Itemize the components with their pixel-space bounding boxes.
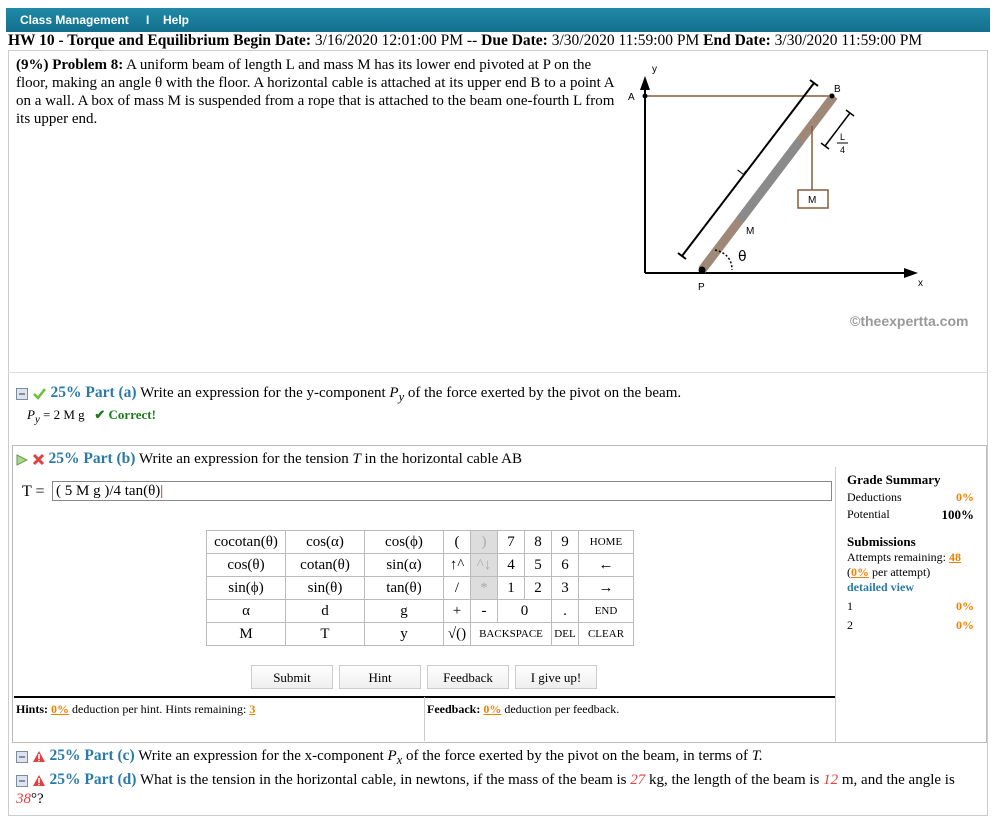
hints-feedback-vline xyxy=(424,697,425,741)
grade-summary xyxy=(847,472,974,523)
hint-button[interactable]: Hint xyxy=(339,665,421,689)
class-management-menu[interactable]: Class Management xyxy=(20,13,129,27)
problem-statement xyxy=(16,56,616,128)
point-a-label: A xyxy=(628,92,635,103)
attempts-label: Attempts remaining: xyxy=(847,550,946,564)
point-b-label: B xyxy=(834,84,841,95)
part-a-answer xyxy=(27,407,156,426)
key-cocotan-theta[interactable]: cocotan(θ) xyxy=(207,531,286,554)
part-a-answer-value: = 2 M g xyxy=(43,407,85,422)
per-attempt-text: per attempt) xyxy=(872,565,931,579)
quarter-numerator: L xyxy=(840,132,846,142)
sidebar-vline xyxy=(835,467,836,743)
part-a-answer-var: P xyxy=(27,407,35,422)
feedback-label: Feedback: xyxy=(427,702,481,716)
assignment-header xyxy=(8,32,988,50)
red-x-icon xyxy=(32,453,45,466)
begin-date: 3/16/2020 12:01:00 PM -- xyxy=(314,32,478,49)
part-c-question-pre: Write an expression for the x-component xyxy=(138,748,384,764)
part-a-header xyxy=(16,384,681,405)
part-b-header xyxy=(16,450,522,468)
per-attempt-value: 0% xyxy=(851,565,869,579)
point-a-dot xyxy=(643,94,648,99)
submission-num: 2 xyxy=(847,618,853,632)
key-7[interactable]: 7 xyxy=(498,531,525,554)
key-3[interactable]: 3 xyxy=(552,577,579,600)
collapse-icon[interactable] xyxy=(16,751,28,763)
hints-label: Hints: xyxy=(16,702,49,716)
key-minus[interactable]: - xyxy=(471,600,498,623)
x-axis-label: x xyxy=(918,278,923,289)
correct-status: ✔ Correct! xyxy=(94,407,156,422)
key-sin-theta[interactable]: sin(θ) xyxy=(286,577,365,600)
part-c-label: 25% Part (c) xyxy=(49,747,135,764)
key-superscript[interactable]: ↑^ xyxy=(444,554,471,577)
beam-diagram xyxy=(620,58,940,298)
feedback-text: deduction per feedback. xyxy=(504,702,620,716)
potential-label: Potential xyxy=(847,507,890,521)
hints-remaining: 3 xyxy=(249,702,256,716)
copyright-text: ©theexpertta.com xyxy=(850,313,969,329)
part-a-question-pre: Write an expression for the y-component xyxy=(140,385,386,401)
part-d-q3: m, and the xyxy=(841,772,905,788)
part-b-label: 25% Part (b) xyxy=(48,450,136,467)
problem-label: Problem 8: xyxy=(52,57,124,73)
key-left-arrow[interactable]: ← xyxy=(579,554,634,577)
feedback-deduction: 0% xyxy=(483,702,502,716)
key-cos-alpha[interactable]: cos(α) xyxy=(286,531,365,554)
quarter-denominator: 4 xyxy=(840,145,846,155)
beam-length-label: L xyxy=(735,165,749,178)
key-end[interactable]: END xyxy=(579,600,634,623)
submissions-panel xyxy=(847,534,974,633)
submission-row xyxy=(847,599,974,614)
key-multiply[interactable]: * xyxy=(471,577,498,600)
part-c-sub: x xyxy=(396,753,403,767)
point-p-label: P xyxy=(698,282,705,293)
quarter-dimension-line xyxy=(825,113,850,146)
feedback-info xyxy=(427,702,619,717)
key-clear[interactable]: CLEAR xyxy=(579,623,634,646)
part-c-header xyxy=(16,747,763,768)
key-cotan-theta[interactable]: cotan(θ) xyxy=(286,554,365,577)
potential-value: 100% xyxy=(941,507,974,522)
key-d[interactable]: d xyxy=(286,600,365,623)
text-caret: | xyxy=(160,483,164,499)
part-d-q5: °? xyxy=(31,791,44,807)
key-plus[interactable]: + xyxy=(444,600,471,623)
part-d-header xyxy=(16,770,981,809)
quarter-dim-tick-bottom xyxy=(821,143,829,149)
hw-title: HW 10 - Torque and Equilibrium xyxy=(8,32,230,49)
key-y[interactable]: y xyxy=(365,623,444,646)
grade-summary-title: Grade Summary xyxy=(847,472,941,487)
warning-icon xyxy=(32,750,46,763)
due-date: 3/30/2020 11:59:00 PM xyxy=(551,32,700,49)
key-tan-theta[interactable]: tan(θ) xyxy=(365,577,444,600)
detailed-view-link[interactable]: detailed view xyxy=(847,580,914,594)
beam-shade xyxy=(740,141,800,220)
collapse-icon[interactable] xyxy=(16,388,28,400)
part-c-tail: T. xyxy=(751,748,763,764)
key-backspace[interactable]: BACKSPACE xyxy=(471,623,552,646)
key-del[interactable]: DEL xyxy=(552,623,579,646)
y-axis-label: y xyxy=(652,64,657,75)
equation-keypad xyxy=(206,530,634,646)
key-9[interactable]: 9 xyxy=(552,531,579,554)
hints-feedback-divider xyxy=(14,696,836,698)
part-c-var: P xyxy=(387,748,397,764)
answer-input[interactable] xyxy=(52,481,832,501)
key-home[interactable]: HOME xyxy=(579,531,634,554)
submission-num: 1 xyxy=(847,599,853,613)
problem-weight: (9%) xyxy=(16,57,49,73)
part-a-label: 25% Part (a) xyxy=(50,384,137,401)
key-6[interactable]: 6 xyxy=(552,554,579,577)
key-cos-theta[interactable]: cos(θ) xyxy=(207,554,286,577)
part-d-q4: angle is xyxy=(908,772,955,788)
answer-input-label: T = xyxy=(22,483,45,500)
key-8[interactable]: 8 xyxy=(525,531,552,554)
theta-label: θ xyxy=(738,249,747,265)
deductions-value: 0% xyxy=(956,490,974,504)
submissions-title: Submissions xyxy=(847,534,916,549)
key-5[interactable]: 5 xyxy=(525,554,552,577)
key-open-paren[interactable]: ( xyxy=(444,531,471,554)
part-b-var: T xyxy=(352,451,361,467)
submission-value: 0% xyxy=(956,618,974,632)
box-mass-label: M xyxy=(808,195,817,206)
y-axis-arrow-icon xyxy=(640,76,650,90)
deductions-label: Deductions xyxy=(847,490,902,504)
top-menu-bar xyxy=(6,8,990,32)
end-label: End Date: xyxy=(703,32,771,49)
key-divide[interactable]: / xyxy=(444,577,471,600)
angle-value: 38 xyxy=(16,791,31,807)
part-a-answer-sub: y xyxy=(34,413,40,426)
key-sqrt[interactable]: √() xyxy=(444,623,471,646)
key-sin-alpha[interactable]: sin(α) xyxy=(365,554,444,577)
key-1[interactable]: 1 xyxy=(498,577,525,600)
play-icon[interactable] xyxy=(16,454,28,466)
beam-mass-label: M xyxy=(746,226,755,237)
part-a-question-post: of the force exerted by the pivot on the beam. xyxy=(407,385,682,401)
key-right-arrow[interactable]: → xyxy=(579,577,634,600)
key-close-paren[interactable]: ) xyxy=(471,531,498,554)
attempts-value: 48 xyxy=(948,550,961,564)
per-attempt-open: ( xyxy=(847,565,851,579)
pivot-point xyxy=(699,267,706,274)
part-d-q2: kg, the length of the beam is xyxy=(649,772,820,788)
beam-length-value: 12 xyxy=(823,772,839,788)
key-decimal[interactable]: . xyxy=(552,600,579,623)
begin-label: Begin Date: xyxy=(233,32,312,49)
hints-info xyxy=(16,702,255,717)
part-b-question-post: in the horizontal cable AB xyxy=(364,451,523,467)
hints-deduction: 0% xyxy=(51,702,70,716)
key-sin-phi[interactable]: sin(ϕ) xyxy=(207,577,286,600)
due-label: Due Date: xyxy=(481,32,548,49)
part-d-q1: What is the tension in the horizontal cable, in newtons, if the mass of the beam is xyxy=(139,772,627,788)
collapse-icon[interactable] xyxy=(16,775,28,787)
problem-text: A uniform beam of length L and mass M has its lower end pivoted at P on the floor, making an angle θ with the floor. A horizontal cable is attached at its upper end B to a point A on a wall. A box of mass M is suspended from a rope that is attached to the beam one-fourth L from its upper end. xyxy=(16,57,615,127)
submit-button[interactable]: Submit xyxy=(251,665,333,689)
key-4[interactable]: 4 xyxy=(498,554,525,577)
submission-value: 0% xyxy=(956,599,974,613)
key-alpha[interactable]: α xyxy=(207,600,286,623)
key-cos-phi[interactable]: cos(ϕ) xyxy=(365,531,444,554)
key-0[interactable]: 0 xyxy=(498,600,552,623)
quarter-dim-tick-top xyxy=(846,110,854,116)
part-a-sub: y xyxy=(398,390,405,404)
part-c-question-post: of the force exerted by the pivot on the beam, in terms of xyxy=(406,748,748,764)
key-subscript[interactable]: ^↓ xyxy=(471,554,498,577)
key-g[interactable]: g xyxy=(365,600,444,623)
give-up-button[interactable]: I give up! xyxy=(515,665,597,689)
feedback-button[interactable]: Feedback xyxy=(427,665,509,689)
part-d-label: 25% Part (d) xyxy=(49,771,137,788)
help-menu[interactable]: Help xyxy=(163,13,190,27)
x-axis-arrow-icon xyxy=(904,268,918,278)
part-a-var: P xyxy=(389,385,399,401)
key-m[interactable]: M xyxy=(207,623,286,646)
answer-input-value: ( 5 M g )/4 tan(θ) xyxy=(56,483,161,499)
checkmark-icon xyxy=(32,387,47,400)
hints-text: deduction per hint. Hints remaining: xyxy=(72,702,247,716)
menu-separator: I xyxy=(146,13,150,27)
end-date: 3/30/2020 11:59:00 PM xyxy=(774,32,923,49)
divider xyxy=(8,372,988,373)
warning-icon xyxy=(32,774,46,787)
beam-mass-value: 27 xyxy=(630,772,646,788)
key-t[interactable]: T xyxy=(286,623,365,646)
key-2[interactable]: 2 xyxy=(525,577,552,600)
part-b-question-pre: Write an expression for the tension xyxy=(138,451,349,467)
submission-row xyxy=(847,618,974,633)
